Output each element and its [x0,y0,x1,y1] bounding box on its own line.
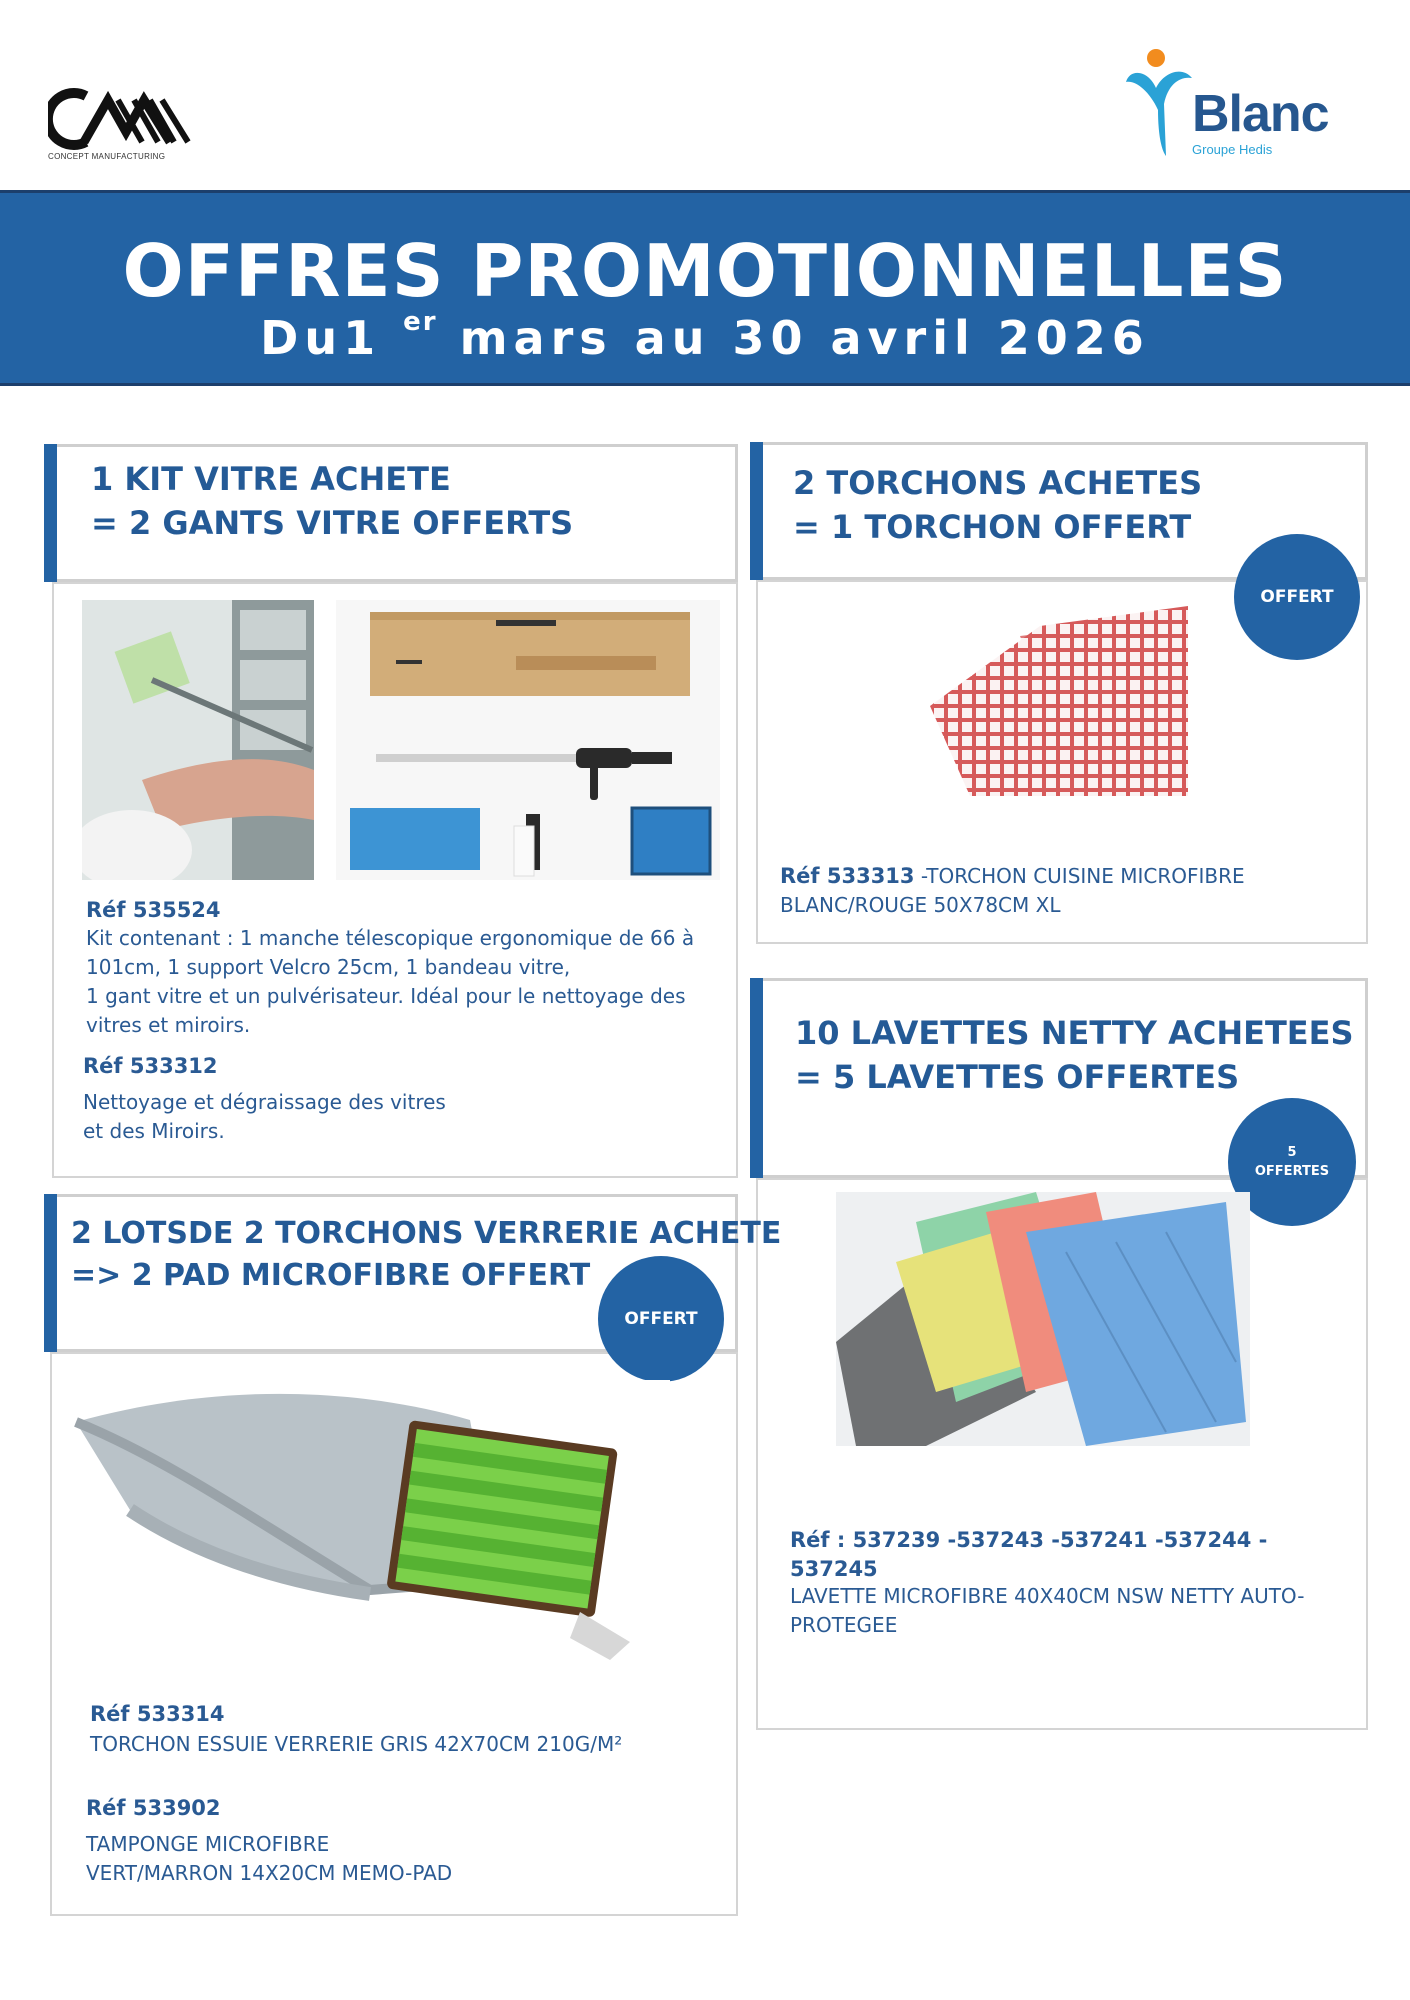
desc-line: TAMPONGE MICROFIBRE [86,1832,330,1856]
torchons-ref: Réf 533313 [780,864,915,888]
blanc-logo-mark-icon [1120,48,1200,160]
header-accent-bar [750,442,763,580]
kit-desc-1 [86,924,694,1040]
heading-line-2: = 5 LAVETTES OFFERTES [795,1058,1240,1096]
lavettes-cloths-photo [836,1192,1250,1446]
desc-line: Nettoyage et dégraissage des vitres [83,1090,446,1114]
torchons-desc-line-2: BLANC/ROUGE 50X78CM XL [780,893,1061,917]
kit-ref-1: Réf 535524 [86,898,221,922]
header-accent-bar [44,444,57,582]
badge-count: 5 [1287,1145,1297,1160]
badge-label: OFFERTES [1254,1164,1330,1179]
offert-badge: OFFERT [598,1256,724,1382]
heading-line-1: 2 TORCHONS ACHETES [793,464,1203,502]
lavettes-desc [790,1582,1304,1640]
kit-ref-2: Réf 533312 [83,1054,218,1078]
ref-line-1: Réf : 537239 -537243 -537241 -537244 - [790,1528,1268,1552]
blanc-group-name: Groupe Hedis [1192,142,1273,157]
heading-line-2: = 2 GANTS VITRE OFFERTS [91,504,574,542]
verrerie-towel-pad-photo [70,1380,670,1670]
banner-title: OFFRES PROMOTIONNELLES [122,229,1288,313]
kit-desc-2 [83,1088,446,1146]
heading-line-1: 10 LAVETTES NETTY ACHETEES [795,1014,1354,1052]
blanc-brand-name: Blanc [1192,85,1329,143]
desc-line: vitres et miroirs. [86,1013,251,1037]
ref-line-2: 537245 [790,1557,878,1581]
cm-logo-mark-icon [48,86,193,152]
lavettes-refs [790,1526,1267,1584]
desc-line: Kit contenant : 1 manche télescopique ergonomique de 66 à [86,926,695,950]
verrerie-desc-1: TORCHON ESSUIE VERRERIE GRIS 42X70CM 210G/M² [90,1732,623,1756]
offert-badge: OFFERT [1234,534,1360,660]
kit-contents-photo [336,600,720,880]
desc-line: PROTEGEE [790,1613,898,1637]
concept-manufacturing-logo [48,86,193,164]
checkered-towel-photo [930,606,1188,796]
verrerie-ref-2: Réf 533902 [86,1796,221,1820]
cm-logo-subtitle: CONCEPT MANUFACTURING [48,152,166,161]
heading-line-1: 1 KIT VITRE ACHETE [91,460,451,498]
date-start: Du1 [260,311,382,365]
promo-banner [0,190,1410,386]
torchons-desc-inline: -TORCHON CUISINE MICROFIBRE [914,864,1245,888]
verrerie-ref-1: Réf 533314 [90,1702,225,1726]
blanc-logo [1120,48,1340,160]
date-superscript: er [403,306,438,337]
header-accent-bar [750,978,763,1178]
torchons-ref-desc [780,862,1245,920]
lavettes-heading [795,1011,1354,1099]
date-end: mars au 30 avril 2026 [459,311,1150,365]
kit-vitre-heading [91,457,573,545]
desc-line: VERT/MARRON 14X20CM MEMO-PAD [86,1861,453,1885]
kit-vitre-header [44,444,738,582]
header-accent-bar [44,1194,57,1352]
desc-line: 101cm, 1 support Velcro 25cm, 1 bandeau vitre, [86,955,571,979]
verrerie-desc-2 [86,1830,452,1888]
torchons-heading [793,461,1202,549]
window-cleaning-photo [82,600,314,880]
desc-line: 1 gant vitre et un pulvérisateur. Idéal pour le nettoyage des [86,984,686,1008]
heading-line-2: = 1 TORCHON OFFERT [793,508,1192,546]
heading-line-1: 2 LOTSDE 2 TORCHONS VERRERIE ACHETE [71,1216,782,1251]
desc-line: et des Miroirs. [83,1119,225,1143]
heading-line-2: => 2 PAD MICROFIBRE OFFERT [71,1258,591,1293]
banner-dates [0,306,1410,365]
desc-line: LAVETTE MICROFIBRE 40X40CM NSW NETTY AUTO- [790,1584,1305,1608]
